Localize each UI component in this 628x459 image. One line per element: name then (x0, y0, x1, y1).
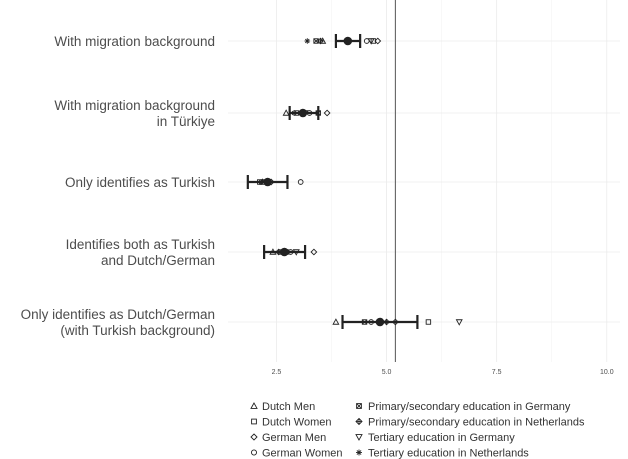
category-label: With migration background (54, 34, 215, 49)
category-label: Only identifies as Dutch/German (20, 307, 215, 322)
legend-label: Tertiary education in Netherlands (368, 447, 529, 459)
data-point-diamond-plus (384, 319, 390, 325)
mean-point (376, 318, 385, 327)
legend-item (251, 448, 342, 459)
category-label: Identifies both as Turkish (65, 237, 215, 252)
legend-marker-asterisk (356, 450, 362, 456)
legend-item (252, 417, 332, 429)
legend-label: Primary/secondary education in Netherlands (368, 416, 585, 429)
legend-label: Dutch Women (262, 416, 332, 429)
legend-marker-triangle-up (251, 403, 257, 408)
legend-marker-circle-open (251, 450, 256, 455)
x-tick-labels (272, 369, 614, 376)
legend-marker-diamond-open (251, 434, 257, 440)
category-labels (21, 34, 215, 338)
legend-label: Tertiary education in Germany (368, 432, 515, 444)
legend-marker-square-cross (357, 404, 362, 409)
legend-item (356, 448, 529, 459)
mean-point (263, 178, 272, 187)
legend-label: Primary/secondary education in Germany (368, 401, 571, 413)
legend-marker-square-open (252, 419, 257, 424)
x-tick-label: 10.0 (599, 369, 614, 376)
data-point-asterisk (291, 110, 297, 116)
legend-marker-triangle-down (356, 435, 362, 440)
legend-label: German Men (262, 432, 327, 444)
legend-marker-diamond-plus (356, 419, 362, 425)
category-label: With migration background (54, 98, 215, 113)
x-tick-label: 7.5 (491, 369, 502, 376)
x-tick-label: 5.0 (381, 369, 392, 376)
mean-point (299, 109, 308, 118)
legend-item (357, 401, 571, 413)
legend-item (356, 432, 515, 444)
data-point-asterisk (258, 179, 264, 185)
legend-item (251, 401, 315, 413)
legend-item (251, 432, 326, 444)
category-label: and Dutch/German (100, 253, 215, 268)
category-label: (with Turkish background) (60, 323, 215, 338)
category-label: in Türkiye (156, 114, 215, 129)
category-label: Only identifies as Turkish (64, 175, 215, 190)
mean-point (344, 37, 353, 46)
legend-label: German Women (262, 447, 343, 459)
x-tick-label: 2.5 (271, 369, 282, 376)
data-point-asterisk (304, 38, 310, 44)
legend-item (356, 417, 585, 429)
legend-label: Dutch Men (262, 401, 316, 413)
legend (251, 401, 585, 459)
mean-point (280, 248, 289, 257)
